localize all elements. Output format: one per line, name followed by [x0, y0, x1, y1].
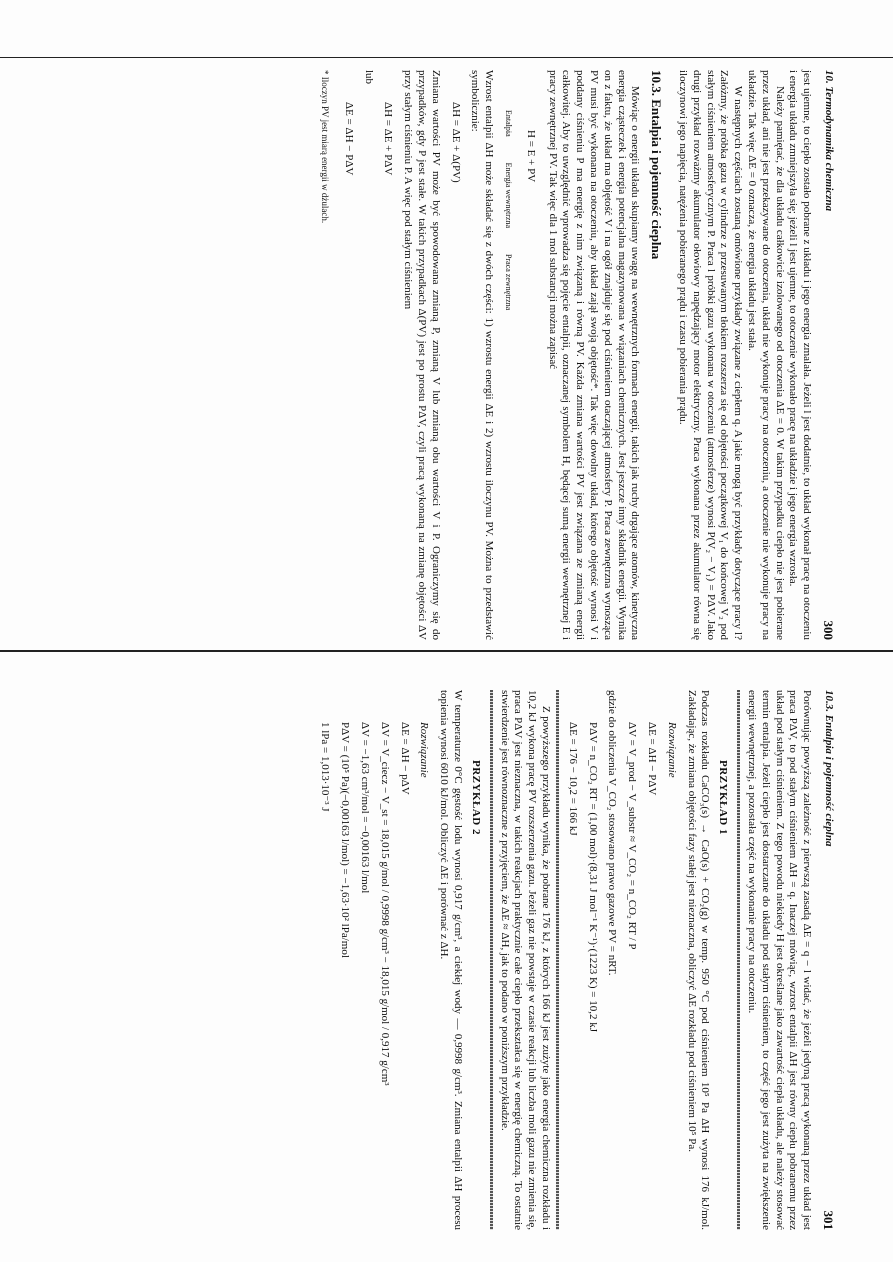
example-text: W temperaturze 0°C gęstość lodu wynosi 0,917 g/cm³, a ciekłej wody — 0,9998 g/cm³. Zmiana entalpii ΔH procesu topienia wynosi 6010 kJ/mol. Obliczyć ΔE i porównać z ΔH. [438, 690, 465, 1230]
example-divider [737, 690, 740, 1230]
running-header [821, 690, 835, 1230]
equation: ΔE = ΔH − pΔV [398, 722, 411, 795]
paragraph: Zmiana wartości PV może być spowodowana zmianą P, zmianą V lub zmianą obu wartości V i P. Ograniczymy się do przypadków, gdy P jest stałe. W takich przypadkach Δ(PV) jest po prostu PΔV, czyli pracą wykonaną na zmianę objętości ΔV przy stałym ciśnieniu P. A więc pod stałym ciśnieniem [402, 70, 442, 640]
footnote: * Iloczyn PV jest miarą energii w dżulach. [320, 70, 331, 224]
solution-label: Rozwiązanie [418, 722, 431, 778]
equation: PΔV = (10⁵ Pa)(−0,00163 l/mol) = −1,63·10² lPa/mol [339, 722, 352, 958]
paragraph: gdzie do obliczenia V_CO₂ stosowano prawo gazowe PV = nRT. [606, 690, 619, 976]
page-number: 301 [821, 1210, 836, 1230]
example-divider [556, 690, 559, 1230]
example-text: Podczas rozkładu CaCO₃(s) → CaO(s) + CO₂(g) w temp. 950 °C pod ciśnieniem 10⁵ Pa ΔH wynosi 176 kJ/mol. Zakładając, że zmiana objętości fazy stałej jest nieznaczna, obliczyć ΔE rozkładu pod ciśnieniem 10⁵ Pa. [685, 690, 712, 1230]
solution-label: Rozwiązanie [665, 722, 678, 778]
equation: ΔE = ΔH − PΔV [342, 102, 355, 176]
equation: ΔV = V_ciecz − V_st = 18,015 g/mol / 0,9998 g/cm³ − 18,015 g/mol / 0,917 g/cm³ [378, 722, 391, 1086]
example-title: PRZYKŁAD 2 [469, 760, 482, 835]
middle-scan-rule [0, 650, 893, 652]
label-external-work: Praca zewnętrzna [504, 254, 514, 311]
paragraph: W następnych częściach zostaną omówione przykłady związane z ciepłem q. A jakie mogą być przykłady dotyczące pracy l? Załóżmy, że próbka gazu w cylindrze z przesuwanym tłokiem rozszerza się od objętości początkowej V₁ do końcowej V₂ pod stałym ciśnieniem atmosferycznym P. Praca l próbki gazu wykonana w otoczeniu (atmosferze) wynosi P(V₂ − V₁) = PΔV. Jako drugi przykład rozważmy akumulator ołowiowy napędzający motor elektryczny. Praca wykonana przez akumulator równa się iloczynowi jego napięcia, natężenia pobieranego prądu i czasu pobierania prądu. [677, 70, 745, 640]
paragraph: Wzrost entalpii ΔH może składać się z dwóch części: 1) wzrostu energii ΔE i 2) wzrostu iloczynu PV. Można to przedstawić symbolicznie: [469, 70, 496, 640]
header-title: 10. Termodynamika chemiczna [823, 70, 835, 212]
page-300 [317, 70, 835, 640]
example-title: PRZYKŁAD 1 [717, 760, 730, 835]
equation: ΔV = −1,63 cm³/mol = −0,00163 l/mol [359, 722, 372, 894]
equation: H = E + PV [524, 130, 537, 183]
running-header [821, 70, 835, 640]
equation: 1 lPa = 1,013·10⁻³ J [319, 722, 332, 812]
paragraph: Z powyższego przykładu wynika, że pobrane 176 kJ, z których 166 kJ jest zużyte jako energia chemiczna rozkładu i 10,2 kJ wykona pracę PV rozszerzenia gazu. Jeżeli gaz nie powstaje w czasie reakcji lub liczba moli gazu nie zmienia się, praca PΔV jest nieznaczna, w takich reakcjach praktycznie całe ciepło przekształca się w energię chemiczną. To ostatnie stwierdzenie jest równoznaczne z przyjęciem, że ΔE ≈ ΔH, jak to podano w poniższym przykładzie. [498, 690, 553, 1230]
example-divider [490, 690, 493, 1230]
paragraph: Porównując powyższą zależność z pierwszą zasadą ΔE = q − l widać, że jeżeli jedyną pracą wykonaną przez układ jest praca PΔV, to pod stałym ciśnieniem ΔH = q. Inaczej mówiąc, wzrost entalpii ΔH jest równy ciepłu pobranemu przez układ pod stałym ciśnieniem. Z tego powodu niekiedy H jest określane jako zawartość ciepła układu, ale należy stosować termin entalpia. Jeżeli ciepło jest dostarczane do układu pod stałym ciśnieniem, to część jego jest zużyta na zwiększenie energii wewnętrznej, a pozostała część na wykonanie pracy na otoczeniu. [746, 690, 814, 1230]
top-scan-rule [0, 57, 893, 58]
equation: ΔH = ΔE + PΔV [382, 102, 395, 176]
paragraph: jest ujemne, to ciepło zostało pobrane z układu i jego energia zmalała. Jeżeli l jest dodatnie, to układ wykonał pracę na otoczeniu i energia układu zmniejszyła się; jeżeli l jest ujemne, to otoczenie wykonało pracę na układzie i jego energia wzrosła. [787, 70, 814, 640]
lub-word: lub [362, 70, 375, 85]
paragraph: Należy pamiętać, że dla układu całkowicie izolowanego od otoczenia ΔE = 0. W takim przypadku ciepło nie jest pobierane przez układ, ani nie jest przekazywane do otoczenia, układ nie wykonuje pracy na otoczeniu, a otoczenie nie wykonuje pracy na układzie. Tak więc ΔE = 0 oznacza, że energia układu jest stała. [746, 70, 786, 640]
equation: ΔE = 176 − 10,2 = 166 kJ [566, 722, 579, 836]
equation: ΔV = V_prod − V_substr ≈ V_CO₂ = n_CO₂ RT / P [626, 722, 639, 950]
equation: PΔV = n_CO₂ RT = (1,00 mol)·(8,31 J mol⁻¹ K⁻¹)·(1223 K) = 10,2 kJ [586, 722, 599, 1033]
equation: ΔH = ΔE + Δ(PV) [449, 102, 462, 183]
page-number: 300 [821, 620, 836, 640]
section-title: 10.3. Entalpia i pojemność cieplna [649, 70, 665, 260]
label-enthalpy: Entalpia [504, 110, 514, 137]
header-title: 10.3. Entalpia i pojemność cieplna [823, 690, 835, 847]
equation: ΔE = ΔH − PΔV [646, 722, 659, 796]
label-internal-energy: Energia wewnętrzna [504, 162, 514, 229]
page-301 [312, 690, 835, 1230]
paragraph: Mówiąc o energii układu skupiamy uwagę na wewnętrznych formach energii, takich jak ruchy drgające atomów, kinetyczna energia cząsteczek i energia potencjalna magazynowana w wiązaniach chemicznych. Jest jeszcze inny składnik energii. Wynika on z faktu, że układ ma objętość V i na ogół znajduje się pod ciśnieniem otaczającej atmosfery P. Praca zewnętrzna wynosząca PV musi być wykonana na otoczeniu, aby układ zajął swoją objętość*. Tak więc dowolny układ, którego objętość wynosi V i poddany ciśnieniu P ma energię z nim związaną i równą PV. Każda zmiana wartości PV jest związana ze zmianą energii całkowitej. Aby to uwzględnić wprowadza się pojęcie entalpii, oznaczanej symbolem H, będącej sumą energii wewnętrznej E i pracy zewnętrznej PV. Tak więc dla 1 mol substancji można zapisać [546, 70, 642, 640]
equation-labels [501, 110, 515, 640]
